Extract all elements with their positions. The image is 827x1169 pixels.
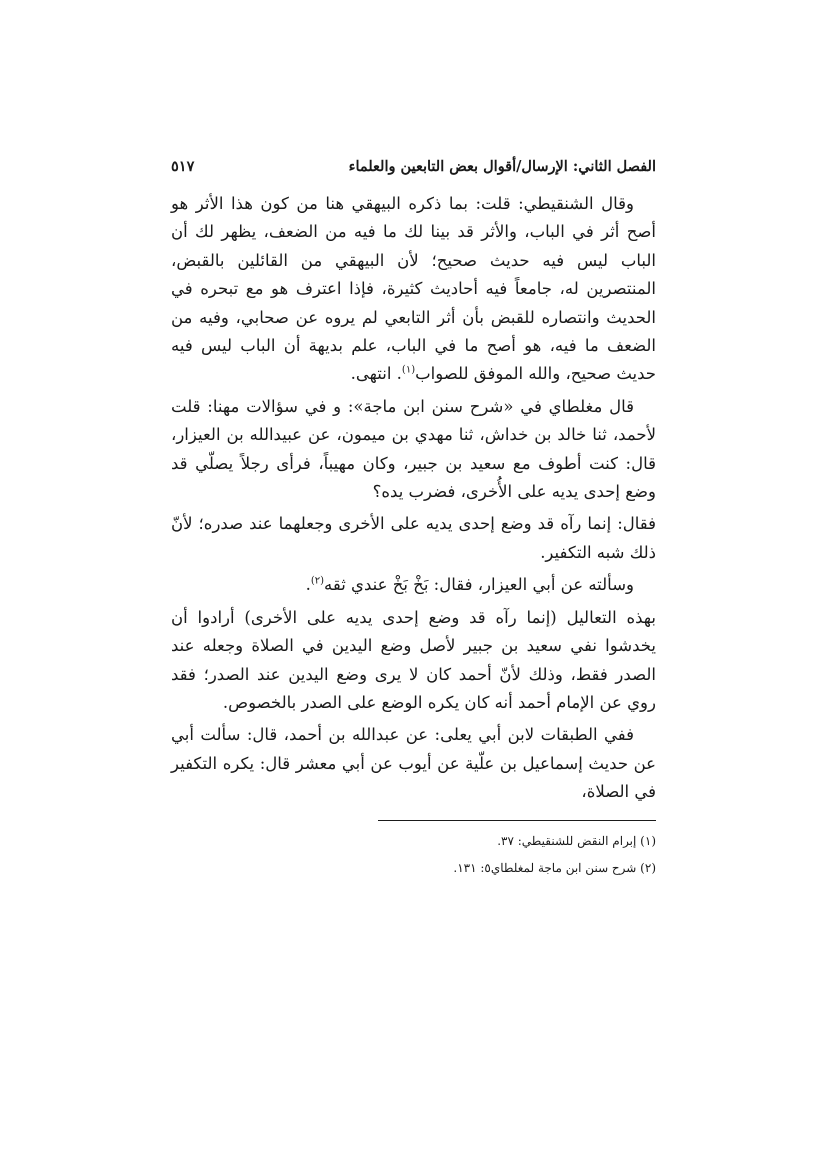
paragraph-3: فقال: إنما رآه قد وضع إحدى يديه على الأخرى وجعلهما عند صدره؛ لأنّ ذلك شبه التكفير. — [171, 514, 656, 562]
chapter-title: الفصل الثاني: الإرسال/أقوال بعض التابعين والعلماء — [348, 157, 656, 175]
paragraph-4-text: وسألته عن أبي العيزار، فقال: بَخْ بَخْ عندي ثقه — [324, 575, 634, 595]
paragraph-1-text: وقال الشنقيطي: قلت: بما ذكره البيهقي هنا من كون هذا الأثر هو أصح أثر في الباب، والأثر قد بينا لك ما فيه من الضعف، يظهر لك أن الباب ليس فيه حديث صحيح؛ لأن البيهقي من القائلين بالقبض، المنتصرين له، جامعاً فيه أحاديث كثيرة، فإذا اعترف هو مع تبحره في الحديث وانتصاره للقبض بأن أثر التابعي لم يروه عن صحابي، وفيه من الضعف ما فيه، هو أصح ما في الباب، علم بديهة أن الباب ليس فيه حديث صحيح، والله الموفق للصواب — [171, 194, 656, 384]
paragraph-6: ففي الطبقات لابن أبي يعلى: عن عبدالله بن أحمد، قال: سألت أبي عن حديث إسماعيل بن علّية عن أيوب عن أبي معشر قال: يكره التكفير في الصلاة، — [171, 725, 656, 802]
running-header — [171, 153, 656, 179]
page-number: ٥١٧ — [171, 157, 195, 175]
footnote-2: (٢) شرح سنن ابن ماجة لمغلطاي٥: ١٣١. — [453, 861, 656, 875]
paragraph-1-end: . انتهى. — [350, 364, 402, 384]
paragraph-1 — [171, 190, 656, 389]
paragraph-4-end: . — [305, 575, 311, 595]
body-text — [171, 190, 656, 811]
footnote-divider — [378, 820, 656, 821]
footnote-ref-2: (٢) — [310, 575, 325, 587]
paragraph-2: قال مغلطاي في «شرح سنن ابن ماجة»: و في سؤالات مهنا: قلت لأحمد، ثنا خالد بن خداش، ثنا مهدي بن ميمون، عن عبيدالله بن العيزار، قال: كنت أطوف مع سعيد بن جبير، وكان مهيباً، فرأى رجلاً يصلّي قد وضع إحدى يديه على الأُخرى، فضرب يده؟ — [171, 396, 656, 502]
paragraph-4 — [171, 571, 656, 599]
footnote-ref-1: (١) — [401, 364, 416, 376]
paragraph-5: بهذه التعاليل (إنما رآه قد وضع إحدى يديه على الأخرى) أرادوا أن يخدشوا نفي سعيد بن جبير لأصل وضع اليدين في الصلاة وجعله عند الصدر فقط، وذلك لأنّ أحمد كان لا يرى وضع اليدين عند الصدر؛ فقد روي عن الإمام أحمد أنه كان يكره الوضع على الصدر بالخصوص. — [171, 607, 656, 712]
footnote-1: (١) إبرام النقض للشنقيطي: ٣٧. — [497, 834, 656, 848]
footnotes — [171, 828, 656, 882]
